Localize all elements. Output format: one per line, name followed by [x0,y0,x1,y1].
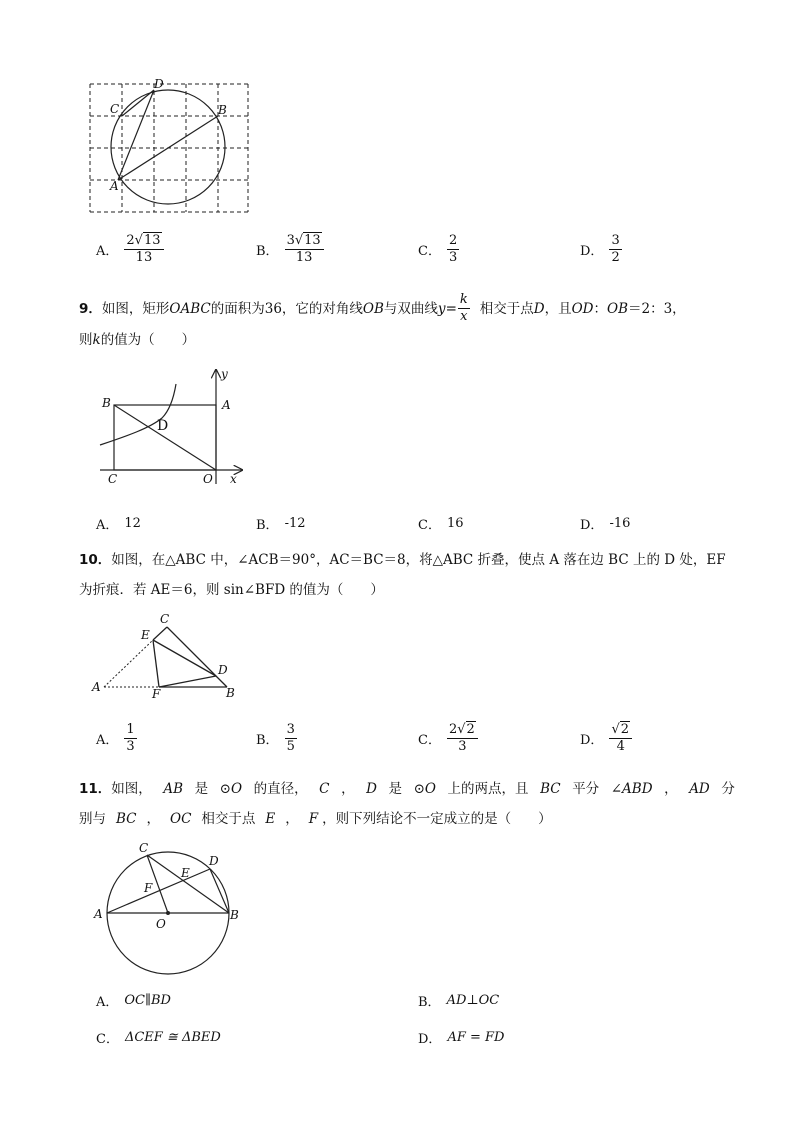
q9-option-a[interactable]: A． 12 [96,516,141,533]
fraction: $\frac{3}{2}$ [611,233,620,265]
fraction: $\frac{2√13}{13}$ [124,233,163,266]
q9-figure [92,366,252,491]
q8-option-c[interactable]: C． $\frac{2}{3}$ [418,233,458,265]
label-F: F [152,687,161,700]
fraction: $\frac{2}{3}$ [448,233,458,265]
label-F: F [144,881,153,895]
label-D: D [157,418,169,434]
q11-stem-line2: 别与 BC ， OC 相交于点 E ， F ，则下列结论不一定成立的是（ ） [79,811,552,827]
label-C: C [108,472,118,486]
label-O: O [156,917,166,931]
label-A: A [92,680,101,694]
q11-option-d[interactable]: D． AF = FD [418,1030,505,1047]
label-A: A [110,179,119,193]
q9-option-b[interactable]: B． -12 [256,516,306,533]
k-over-x: $\frac{k}{x}$ [459,292,468,324]
label-B: B [218,103,227,117]
fraction: $\frac{3√13}{13}$ [285,233,324,266]
circle [111,90,225,204]
q9-option-c[interactable]: C． 16 [418,516,464,533]
label-C: C [160,612,170,626]
q8-figure [80,76,255,218]
q10-option-c[interactable]: C． $\frac{2√2}{3}$ [418,722,478,755]
label-D: D [218,663,228,677]
q10-option-d[interactable]: D． $\frac{√2}{4}$ [580,722,632,755]
label-D: D [209,854,219,868]
q10-option-a[interactable]: A． $\frac{1}{3}$ [96,722,135,754]
label-E: E [141,628,150,642]
label-A: A [222,398,231,412]
fold-dotted-lines [104,640,159,687]
q9-stem-line2: 则k的值为（ ） [79,332,196,348]
q9-option-d[interactable]: D． -16 [580,516,631,533]
label-B: B [230,908,239,922]
fraction: $\frac{3}{5}$ [286,722,295,754]
q10-stem-line1: 10．如图，在△ABC 中，∠ACB＝90°，AC＝BC＝8，将△ABC 折叠，使点 A 落在边 BC 上的 D 处，EF [79,552,726,568]
q8-option-d[interactable]: D． $\frac{3}{2}$ [580,233,620,265]
fraction: $\frac{1}{3}$ [126,722,135,754]
segments [118,90,218,180]
q11-stem-line1: 11．如图， AB 是 ⊙O 的直径， C ， D 是 ⊙O 上的两点，且 BC 平分 ∠ABD ， AD 分 [79,781,735,797]
label-D: D [154,77,164,91]
label-x: x [230,472,237,486]
label-O: O [203,472,213,486]
q11-option-c[interactable]: C． ΔCEF ≅ ΔBED [96,1030,221,1047]
q9-stem-line1: 9． 如图，矩形 OABC 的面积为36，它的对角线 OB 与双曲线 y = $\frac{k}{x}$ 相交于点 D ，且 OD ： OB ＝2：3， [79,292,686,324]
q8-option-b[interactable]: B． $\frac{3√13}{13}$ [256,233,324,266]
fraction: $\frac{2√2}{3}$ [447,722,478,755]
q10-stem-line2: 为折痕．若 AE＝6，则 sin∠BFD 的值为（ ） [79,582,384,598]
q8-option-a[interactable]: A． $\frac{2√13}{13}$ [96,233,164,266]
label-y: y [221,367,228,381]
label-C: C [110,102,120,116]
q11-option-b[interactable]: B． AD⊥OC [418,993,500,1010]
hyperbola [100,384,176,445]
q11-figure [90,838,250,978]
triangle-lines [153,627,227,687]
q10-figure [90,610,250,700]
label-A: A [94,907,103,921]
label-C: C [139,841,149,855]
q10-option-b[interactable]: B． $\frac{3}{5}$ [256,722,295,754]
label-B: B [226,686,235,700]
label-E: E [181,866,190,880]
fraction: $\frac{√2}{4}$ [609,722,632,755]
label-B: B [102,396,111,410]
q11-option-a[interactable]: A． OC∥BD [96,993,171,1010]
center-dot [166,911,170,915]
